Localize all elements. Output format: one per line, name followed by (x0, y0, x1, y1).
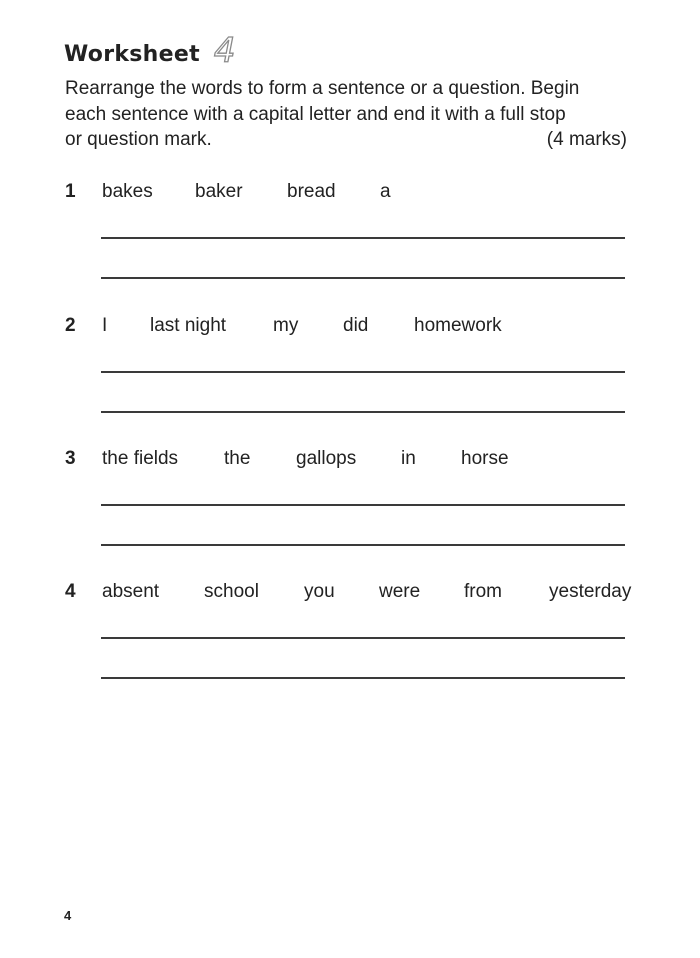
word-chip: gallops (296, 448, 357, 469)
question-number: 2 (65, 315, 76, 336)
word-chip: the fields (102, 448, 179, 469)
question-4-prompt (65, 581, 645, 607)
worksheet-title (64, 31, 236, 71)
answer-line-2b[interactable] (101, 411, 625, 413)
answer-line-1b[interactable] (101, 277, 625, 279)
marks-label: (4 marks) (546, 129, 627, 150)
instructions (65, 76, 627, 153)
word-chip: in (401, 448, 416, 469)
word-chip: horse (461, 448, 509, 469)
word-chip: school (204, 581, 259, 602)
question-number: 3 (65, 448, 76, 469)
instructions-line-3-text: or question mark. (65, 129, 212, 150)
question-number: 1 (65, 181, 76, 202)
question-3 (65, 448, 645, 474)
title-text: Worksheet (64, 42, 200, 67)
word-chip: were (379, 581, 421, 602)
answer-line-2a[interactable] (101, 371, 625, 373)
instructions-line-2: each sentence with a capital letter and end it with a full stop (65, 103, 566, 125)
question-2 (65, 315, 645, 341)
answer-line-1a[interactable] (101, 237, 625, 239)
question-number: 4 (65, 581, 76, 602)
answer-line-4a[interactable] (101, 637, 625, 639)
answer-line-4b[interactable] (101, 677, 625, 679)
word-chip: did (343, 315, 369, 336)
word-chip: homework (414, 315, 502, 336)
answer-line-3a[interactable] (101, 504, 625, 506)
page-number: 4 (64, 908, 72, 923)
word-chip: absent (102, 581, 160, 602)
word-chip: yesterday (549, 581, 632, 602)
word-chip: I (102, 315, 108, 336)
answer-line-3b[interactable] (101, 544, 625, 546)
question-1 (65, 181, 645, 207)
question-3-prompt (65, 448, 645, 474)
word-chip: baker (195, 181, 243, 202)
word-chip: the (224, 448, 251, 469)
instructions-line-1: Rearrange the words to form a sentence or a question. Begin (65, 78, 580, 99)
instructions-line-3 (65, 127, 627, 153)
question-1-prompt (65, 181, 645, 207)
word-chip: last night (150, 315, 227, 336)
worksheet-number-outline: 4 (213, 31, 236, 71)
word-chip: a (380, 181, 391, 202)
word-chip: my (273, 315, 299, 336)
question-2-prompt (65, 315, 645, 341)
word-chip: from (464, 581, 502, 602)
word-chip: bakes (102, 181, 153, 202)
word-chip: you (304, 581, 335, 602)
word-chip: bread (287, 181, 336, 202)
question-4 (65, 581, 645, 607)
